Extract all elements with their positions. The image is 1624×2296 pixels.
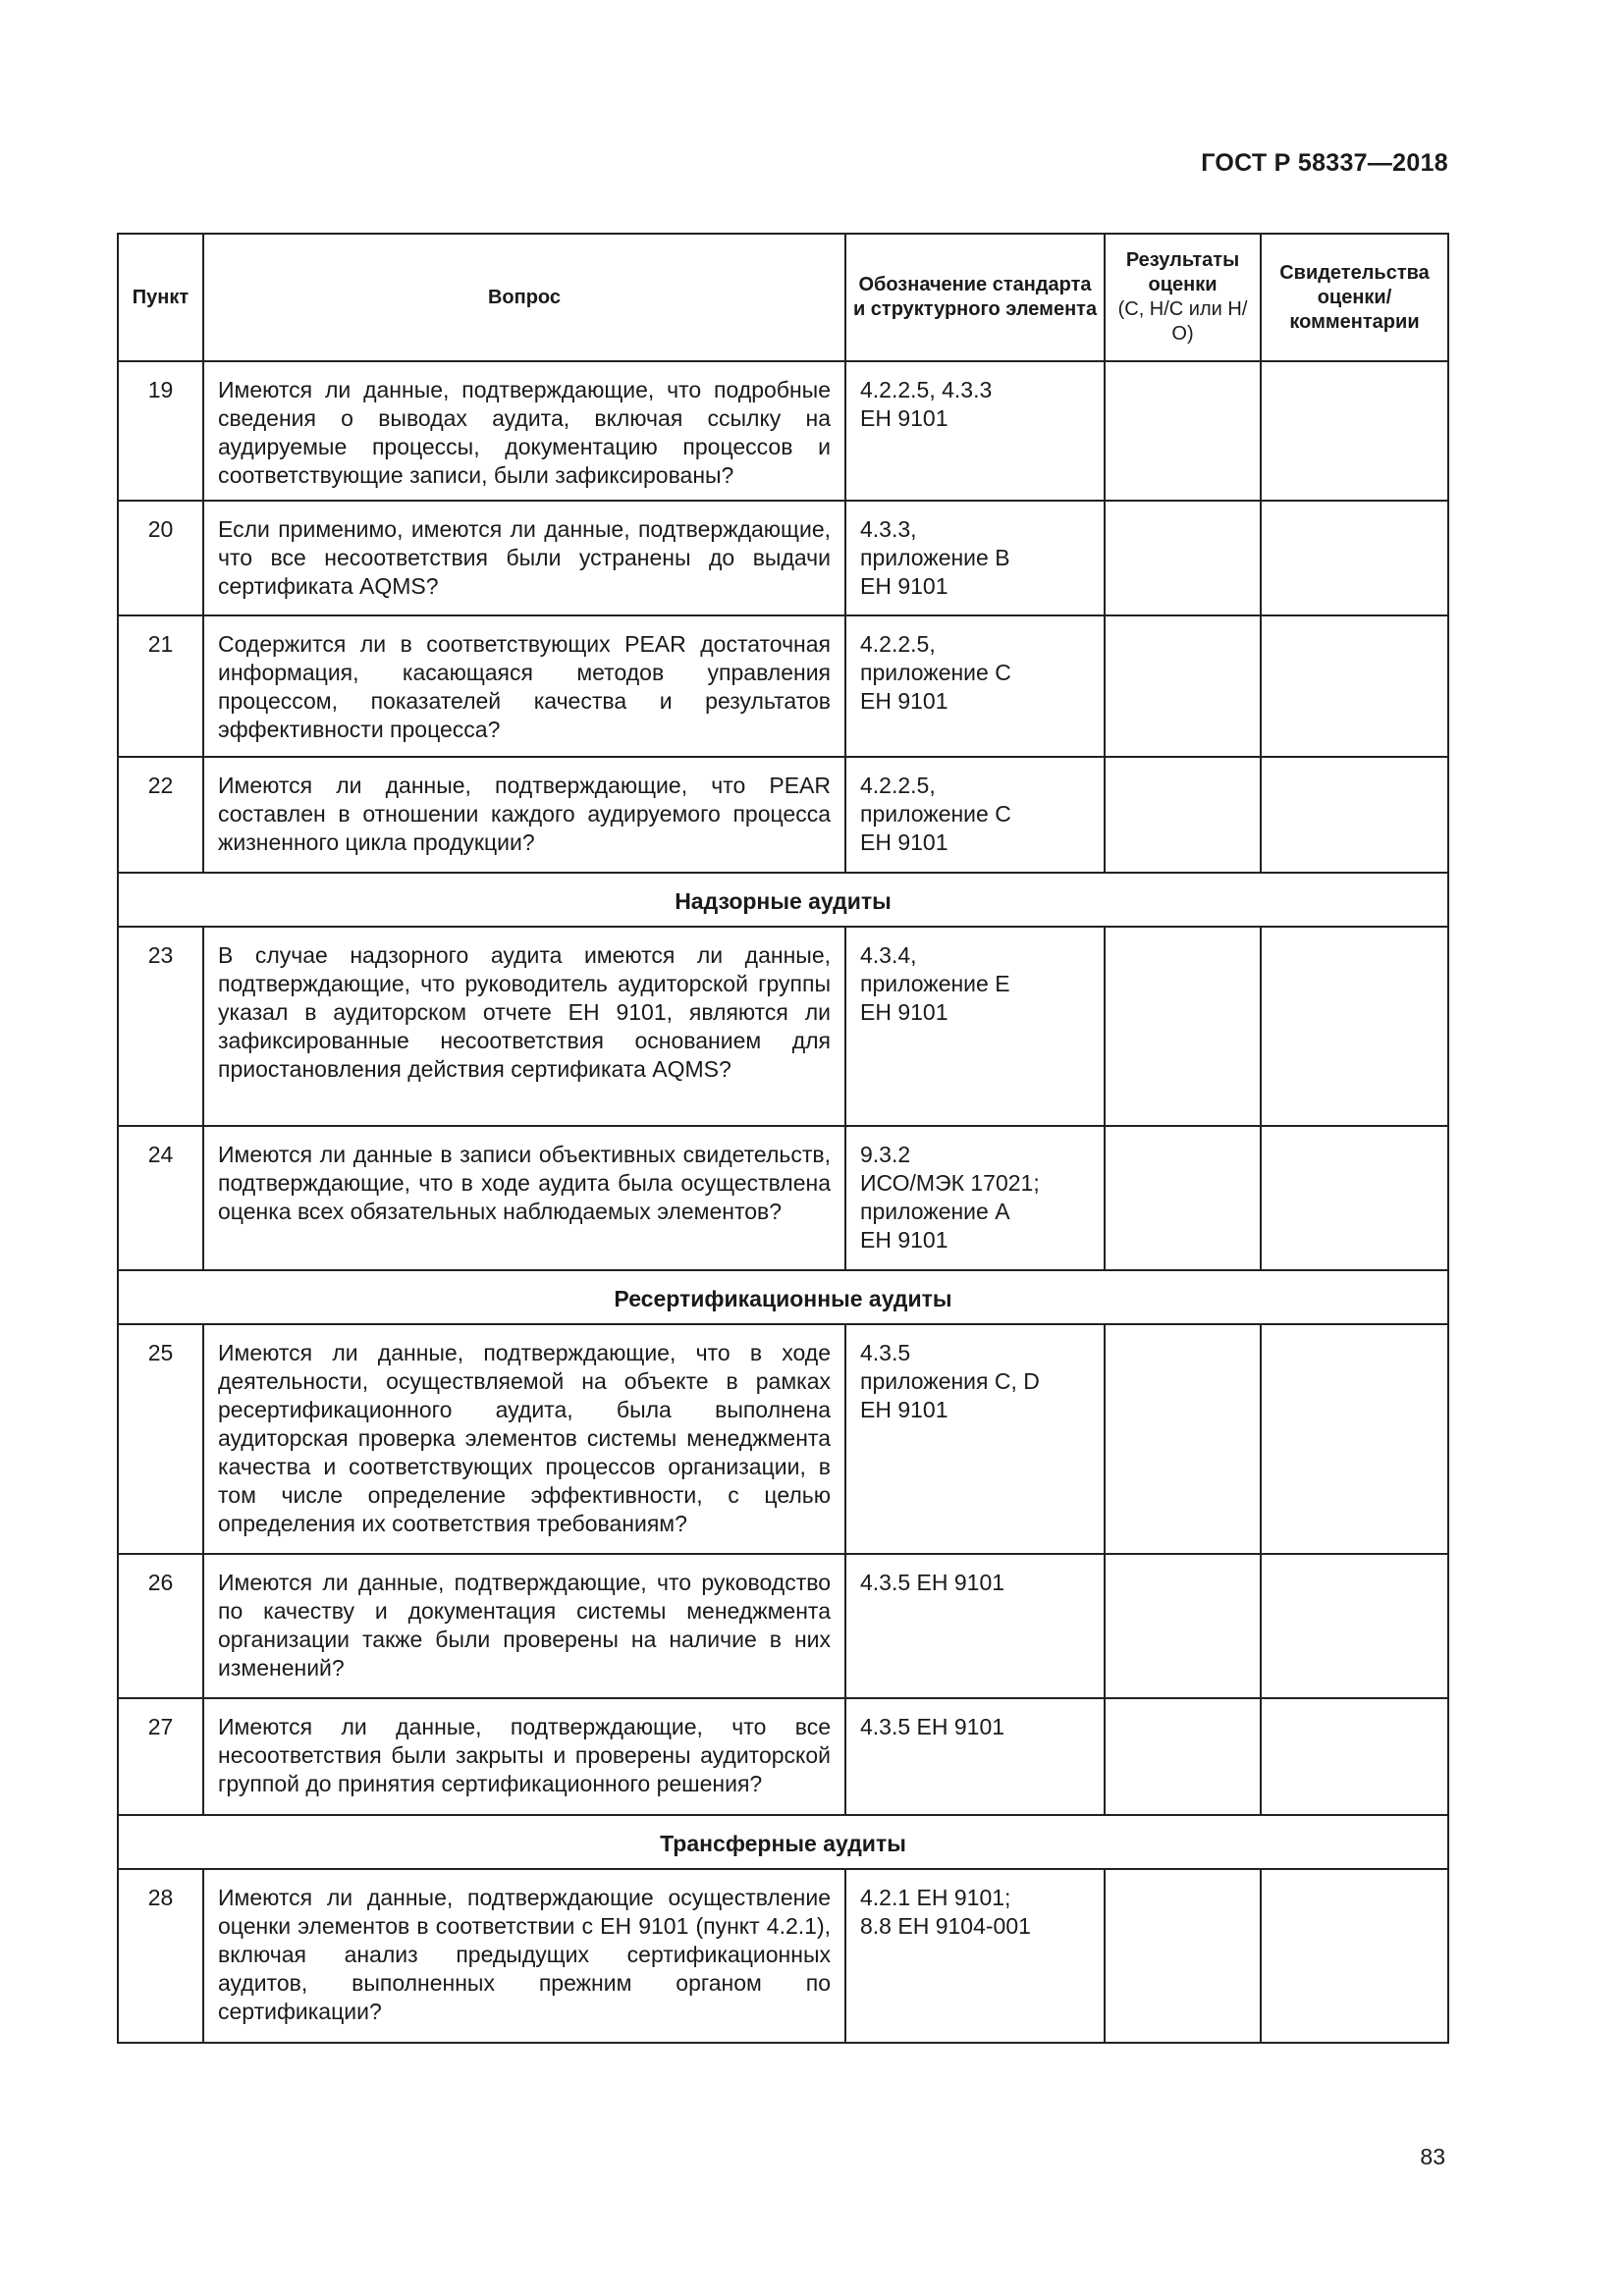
- row-standard: 9.3.2 ИСО/МЭК 17021; приложение А ЕН 9101: [845, 1126, 1105, 1270]
- table-header-row: [118, 234, 1448, 361]
- row-standard: 4.2.2.5, приложение С ЕН 9101: [845, 757, 1105, 873]
- row-question: Имеются ли данные, подтверждающие осуществление оценки элементов в соответствии с ЕН 9101 (пункт 4.2.1), включая анализ предыдущих сертификационных аудитов, выполненных прежним органом по сертификации?: [203, 1869, 845, 2043]
- row-question: Имеются ли данные, подтверждающие, что подробные сведения о выводах аудита, включая ссылку на аудируемые процессы, документацию процессов и соответствующие записи, были зафиксированы?: [203, 361, 845, 501]
- row-question: Имеются ли данные, подтверждающие, что PEAR составлен в отношении каждого аудируемого процесса жизненного цикла продукции?: [203, 757, 845, 873]
- row-result-cell[interactable]: [1105, 1869, 1261, 2043]
- row-result-cell[interactable]: [1105, 757, 1261, 873]
- row-question: Имеются ли данные, подтверждающие, что все несоответствия были закрыты и проверены аудиторской группой до принятия сертификационного решения?: [203, 1698, 845, 1815]
- section-title-surveillance: Надзорные аудиты: [118, 873, 1448, 927]
- section-row: [118, 1815, 1448, 1869]
- row-evidence-cell[interactable]: [1261, 757, 1448, 873]
- column-header-standard: Обозначение стандарта и структурного элемента: [845, 234, 1105, 361]
- section-row: [118, 873, 1448, 927]
- row-standard: 4.3.3, приложение В ЕН 9101: [845, 501, 1105, 615]
- column-header-evidence: Свидетельства оценки/ комментарии: [1261, 234, 1448, 361]
- row-question: Имеются ли данные, подтверждающие, что руководство по качеству и документация системы менеджмента организации также были проверены на наличие в них изменений?: [203, 1554, 845, 1698]
- row-number: 22: [118, 757, 203, 873]
- column-header-results-title: Результаты оценки: [1125, 249, 1240, 295]
- row-result-cell[interactable]: [1105, 615, 1261, 757]
- table-row: [118, 1698, 1448, 1815]
- table-row: [118, 361, 1448, 501]
- row-evidence-cell[interactable]: [1261, 1126, 1448, 1270]
- row-number: 26: [118, 1554, 203, 1698]
- table-row: [118, 1324, 1448, 1554]
- row-question: Имеются ли данные в записи объективных свидетельств, подтверждающие, что в ходе аудита была осуществлена оценка всех обязательных наблюдаемых элементов?: [203, 1126, 845, 1270]
- document-standard-header: ГОСТ Р 58337—2018: [1201, 149, 1448, 177]
- table-row: [118, 1126, 1448, 1270]
- row-question: Если применимо, имеются ли данные, подтверждающие, что все несоответствия были устранены до выдачи сертификата AQMS?: [203, 501, 845, 615]
- section-title-recertification: Ресертификационные аудиты: [118, 1270, 1448, 1324]
- row-number: 23: [118, 927, 203, 1126]
- row-evidence-cell[interactable]: [1261, 1554, 1448, 1698]
- row-evidence-cell[interactable]: [1261, 361, 1448, 501]
- row-number: 19: [118, 361, 203, 501]
- row-question: Имеются ли данные, подтверждающие, что в ходе деятельности, осуществляемой на объекте в рамках ресертификационного аудита, была выполнена аудиторская проверка элементов системы менеджмента качества и соответствующих процессов организации, в том числе определение эффективности, с целью определения их соответствия требованиям?: [203, 1324, 845, 1554]
- table-row: [118, 1869, 1448, 2043]
- row-standard: 4.2.1 ЕН 9101; 8.8 ЕН 9104-001: [845, 1869, 1105, 2043]
- audit-checklist-table: [117, 233, 1449, 2044]
- row-number: 25: [118, 1324, 203, 1554]
- row-result-cell[interactable]: [1105, 1324, 1261, 1554]
- row-number: 21: [118, 615, 203, 757]
- row-standard: 4.3.5 ЕН 9101: [845, 1554, 1105, 1698]
- row-evidence-cell[interactable]: [1261, 1869, 1448, 2043]
- column-header-question: Вопрос: [203, 234, 845, 361]
- column-header-results-sub: (С, Н/С или Н/О): [1117, 298, 1248, 345]
- column-header-results: [1105, 234, 1261, 361]
- row-evidence-cell[interactable]: [1261, 501, 1448, 615]
- row-number: 28: [118, 1869, 203, 2043]
- section-row: [118, 1270, 1448, 1324]
- row-result-cell[interactable]: [1105, 1126, 1261, 1270]
- row-number: 24: [118, 1126, 203, 1270]
- row-number: 20: [118, 501, 203, 615]
- row-evidence-cell[interactable]: [1261, 927, 1448, 1126]
- row-evidence-cell[interactable]: [1261, 1324, 1448, 1554]
- row-standard: 4.2.2.5, 4.3.3 ЕН 9101: [845, 361, 1105, 501]
- row-standard: 4.3.5 ЕН 9101: [845, 1698, 1105, 1815]
- column-header-num: Пункт: [118, 234, 203, 361]
- row-result-cell[interactable]: [1105, 1698, 1261, 1815]
- row-result-cell[interactable]: [1105, 1554, 1261, 1698]
- table-row: [118, 501, 1448, 615]
- row-standard: 4.2.2.5, приложение С ЕН 9101: [845, 615, 1105, 757]
- row-question: Содержится ли в соответствующих PEAR достаточная информация, касающаяся методов управления процессом, показателей качества и результатов эффективности процесса?: [203, 615, 845, 757]
- row-standard: 4.3.5 приложения С, D ЕН 9101: [845, 1324, 1105, 1554]
- row-evidence-cell[interactable]: [1261, 615, 1448, 757]
- table-row: [118, 615, 1448, 757]
- page-number: 83: [1420, 2144, 1445, 2169]
- table-row: [118, 1554, 1448, 1698]
- row-result-cell[interactable]: [1105, 501, 1261, 615]
- row-result-cell[interactable]: [1105, 927, 1261, 1126]
- section-title-transfer: Трансферные аудиты: [118, 1815, 1448, 1869]
- row-result-cell[interactable]: [1105, 361, 1261, 501]
- table-row: [118, 757, 1448, 873]
- row-evidence-cell[interactable]: [1261, 1698, 1448, 1815]
- row-number: 27: [118, 1698, 203, 1815]
- table-row: [118, 927, 1448, 1126]
- row-standard: 4.3.4, приложение Е ЕН 9101: [845, 927, 1105, 1126]
- row-question: В случае надзорного аудита имеются ли данные, подтверждающие, что руководитель аудиторской группы указал в аудиторском отчете ЕН 9101, являются ли зафиксированные несоответствия основанием для приостановления действия сертификата AQMS?: [203, 927, 845, 1126]
